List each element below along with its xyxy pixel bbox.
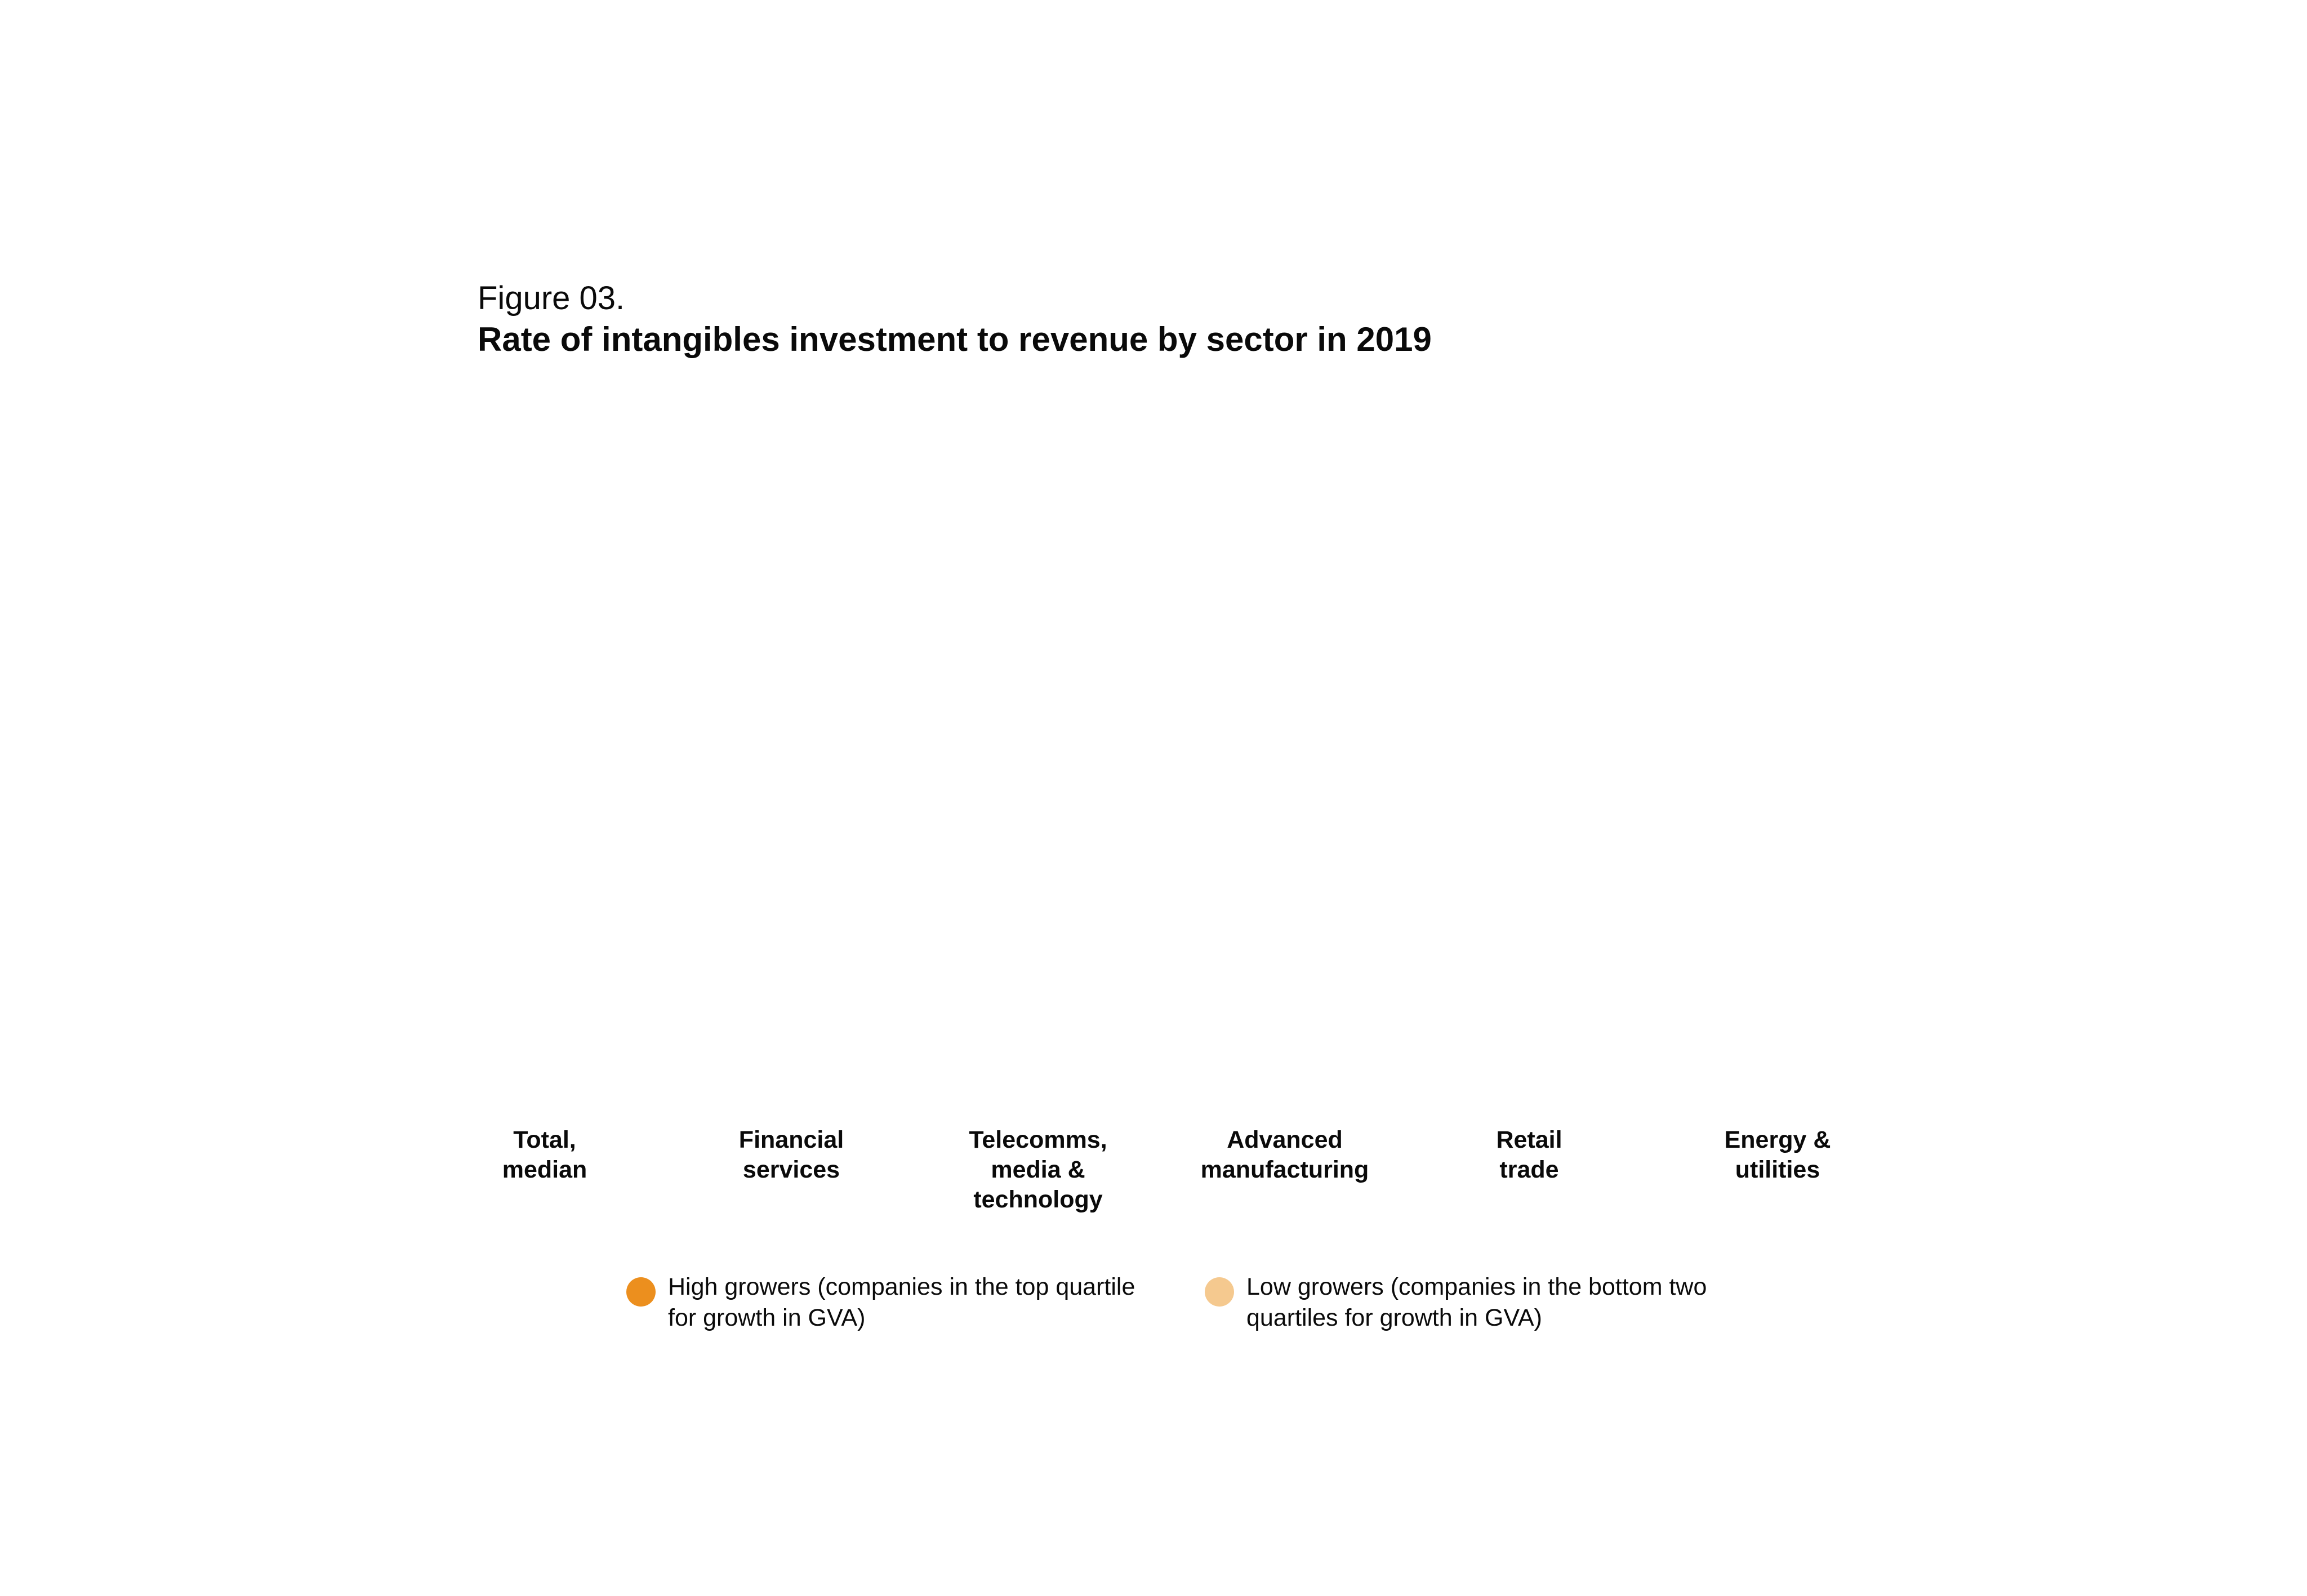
category-label-energy-utilities: Energy & utilities (1724, 1126, 1831, 1183)
category-label-advanced-manufacturing: Advanced manufacturing (1200, 1126, 1369, 1183)
legend-label-low-growers: Low growers (companies in the bottom two quartiles for growth in GVA) (1246, 1273, 1707, 1331)
legend-label-high-growers: High growers (companies in the top quartile for growth in GVA) (668, 1273, 1135, 1331)
legend-swatch-high-growers (626, 1277, 656, 1307)
legend-swatch-low-growers (1205, 1277, 1234, 1307)
category-label-telecomms-media-technology: Telecomms, media & technology (969, 1126, 1107, 1213)
plot-area (478, 394, 1919, 1104)
figure-label: Figure 03. (478, 280, 625, 316)
chart-title: Rate of intangibles investment to revenue by sector in 2019 (478, 320, 1432, 358)
category-label-financial-services: Financial services (738, 1126, 844, 1183)
category-label-retail-trade: Retail trade (1496, 1126, 1562, 1183)
category-label-total-median: Total, median (502, 1126, 587, 1183)
